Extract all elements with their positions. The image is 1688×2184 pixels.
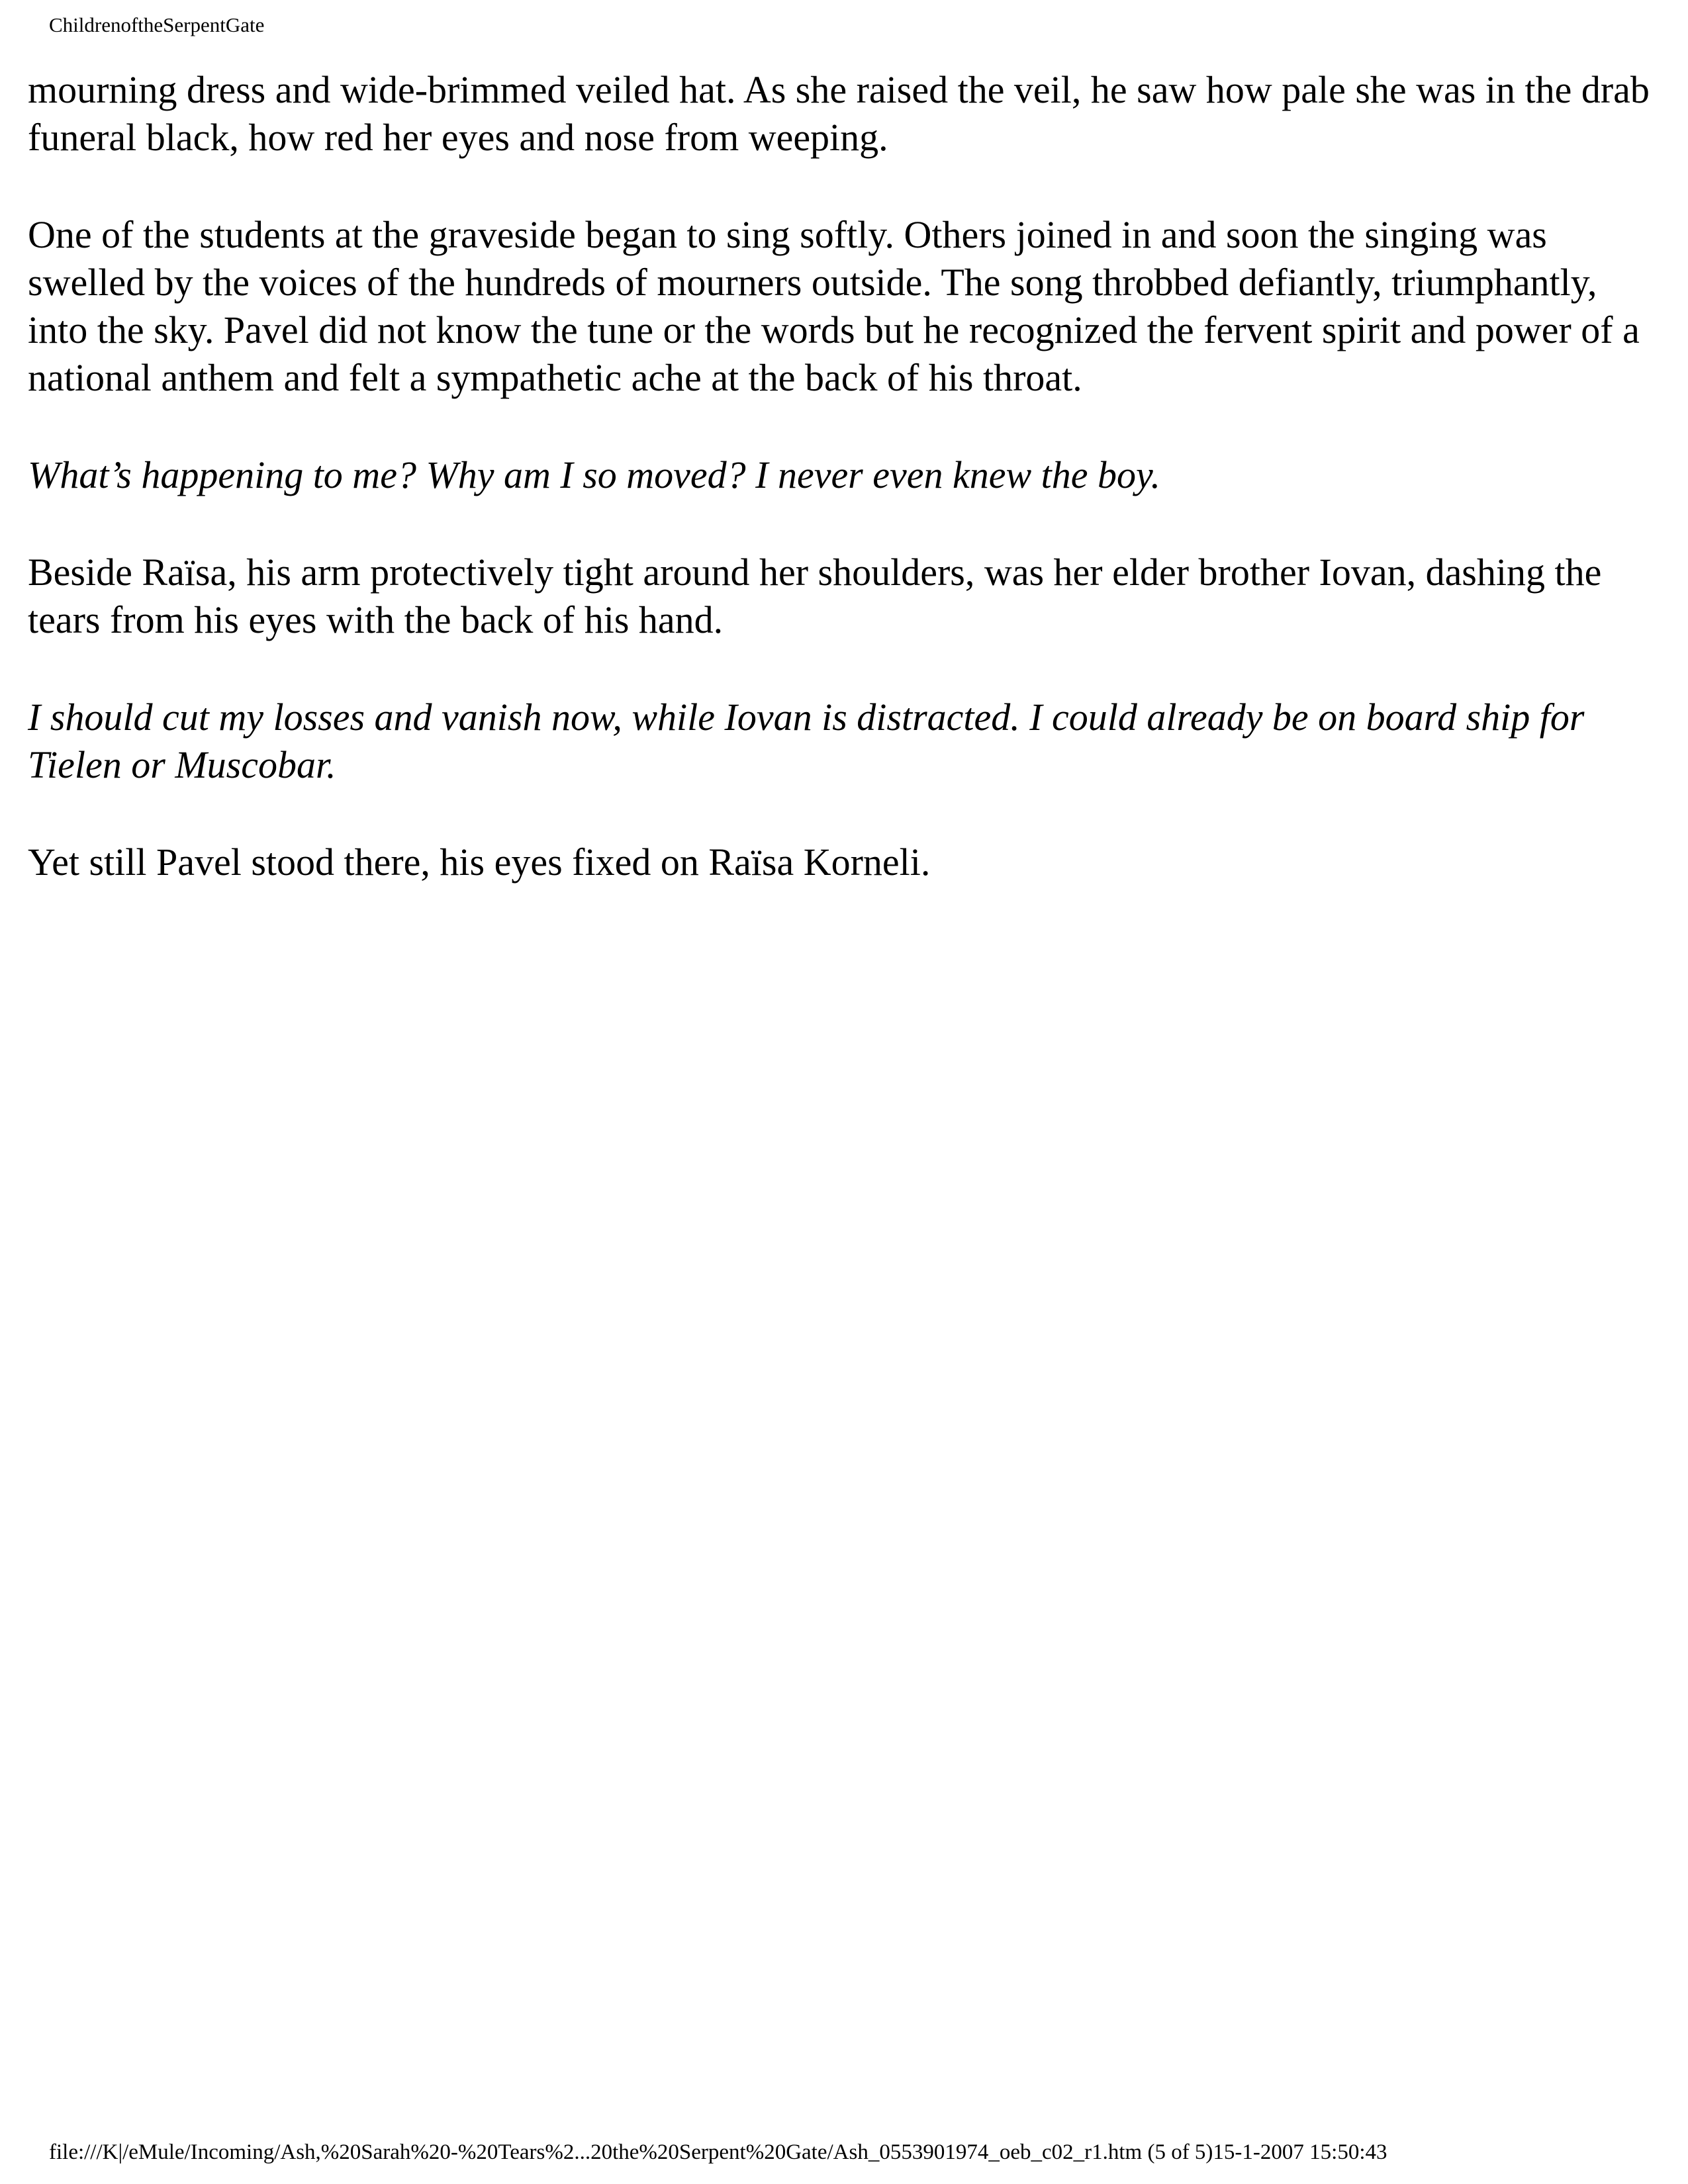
document-body — [28, 66, 1650, 936]
page-footer-file-path: file:///K|/eMule/Incoming/Ash,%20Sarah%20-%20Tears%2...20the%20Serpent%20Gate/Ash_0553901974_oeb_c02_r1.htm (5 of 5)15-1-2007 15:50:43 — [49, 2140, 1387, 2164]
italic-thought-paragraph: What’s happening to me? Why am I so moved? I never even knew the boy. — [28, 453, 1161, 496]
paragraph: Yet still Pavel stood there, his eyes fixed on Raïsa Korneli. — [28, 841, 931, 884]
paragraph: Beside Raïsa, his arm protectively tight around her shoulders, was her elder brother Iovan, dashing the tears from his eyes with the back of his hand. — [28, 551, 1602, 641]
page-header-title: ChildrenoftheSerpentGate — [49, 13, 265, 36]
paragraph: One of the students at the graveside began to sing softly. Others joined in and soon the singing was swelled by the voices of the hundreds of mourners outside. The song throbbed defiantly, triumphantly, into the sky. Pavel did not know the tune or the words but he recognized the fervent spirit and power of a national anthem and felt a sympathetic ache at the back of his throat. — [28, 213, 1640, 399]
paragraph: mourning dress and wide-brimmed veiled hat. As she raised the veil, he saw how pale she was in the drab funeral black, how red her eyes and nose from weeping. — [28, 68, 1650, 159]
italic-thought-paragraph: I should cut my losses and vanish now, while Iovan is distracted. I could already be on board ship for Tielen or Muscobar. — [28, 696, 1585, 786]
